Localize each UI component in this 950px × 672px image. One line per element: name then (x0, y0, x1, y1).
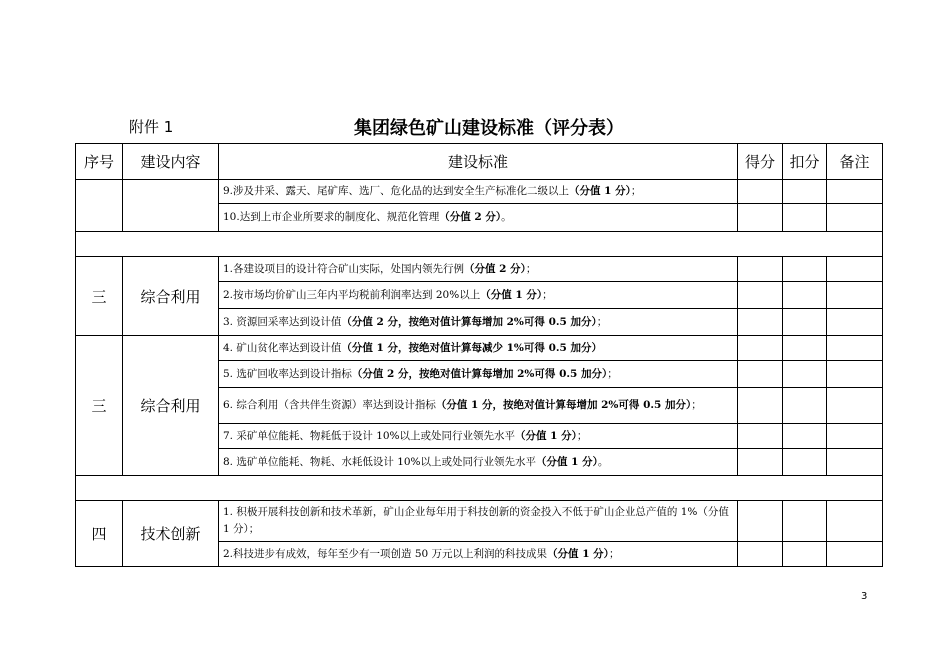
deduct-cell[interactable] (783, 309, 827, 336)
remark-cell[interactable] (827, 424, 883, 449)
table-row (76, 501, 883, 542)
standard-cell: 2.科技进步有成效，每年至少有一项创造 50 万元以上利润的科技成果（分值 1 分）； (219, 542, 738, 567)
standard-cell: 5. 选矿回收率达到设计指标（分值 2 分，按绝对值计算每增加 2%可得 0.5 加分）； (219, 361, 738, 388)
standard-cell: 7. 采矿单位能耗、物耗低于设计 10%以上或处同行业领先水平（分值 1 分）； (219, 424, 738, 449)
standard-cell: 1. 积极开展科技创新和技术革新，矿山企业每年用于科技创新的资金投入不低于矿山企业总产值的 1%（分值 1 分）； (219, 501, 738, 542)
deduct-cell[interactable] (783, 424, 827, 449)
header-score: 得分 (738, 144, 783, 180)
remark-cell[interactable] (827, 336, 883, 361)
section-number: 三 (76, 257, 123, 336)
row-content-cell (123, 180, 219, 232)
row-number-cell (76, 180, 123, 232)
score-cell[interactable] (738, 257, 783, 282)
header-standard: 建设标准 (219, 144, 738, 180)
standard-cell: 9.涉及井采、露天、尾矿库、选厂、危化品的达到安全生产标准化二级以上（分值 1 分）； (219, 180, 738, 204)
table-row (76, 180, 883, 204)
standard-cell: 3. 资源回采率达到设计值（分值 2 分，按绝对值计算每增加 2%可得 0.5 加分）； (219, 309, 738, 336)
score-table (75, 143, 883, 567)
remark-cell[interactable] (827, 542, 883, 567)
score-cell[interactable] (738, 449, 783, 476)
deduct-cell[interactable] (783, 361, 827, 388)
header-deduct: 扣分 (783, 144, 827, 180)
page-title: 集团绿色矿山建设标准（评分表） (354, 118, 624, 139)
attachment-label: 附件 1 (129, 118, 174, 136)
deduct-cell[interactable] (783, 257, 827, 282)
section-number: 四 (76, 501, 123, 567)
standard-cell: 10.达到上市企业所要求的制度化、规范化管理（分值 2 分）。 (219, 204, 738, 232)
deduct-cell[interactable] (783, 282, 827, 309)
remark-cell[interactable] (827, 309, 883, 336)
header-remark: 备注 (827, 144, 883, 180)
remark-cell[interactable] (827, 204, 883, 232)
remark-cell[interactable] (827, 361, 883, 388)
standard-cell: 1.各建设项目的设计符合矿山实际，处国内领先行例（分值 2 分）； (219, 257, 738, 282)
deduct-cell[interactable] (783, 336, 827, 361)
score-cell[interactable] (738, 180, 783, 204)
remark-cell[interactable] (827, 282, 883, 309)
score-cell[interactable] (738, 282, 783, 309)
page-number: 3 (861, 591, 868, 602)
remark-cell[interactable] (827, 501, 883, 542)
deduct-cell[interactable] (783, 388, 827, 424)
header-content: 建设内容 (123, 144, 219, 180)
section-content: 综合利用 (123, 257, 219, 336)
spacer-row (76, 232, 883, 257)
standard-cell: 4. 矿山贫化率达到设计值（分值 1 分，按绝对值计算每减少 1%可得 0.5 加分） (219, 336, 738, 361)
score-cell[interactable] (738, 501, 783, 542)
table-header-row (76, 144, 883, 180)
score-cell[interactable] (738, 361, 783, 388)
section-content: 综合利用 (123, 336, 219, 476)
table-row (76, 336, 883, 361)
section-number: 三 (76, 336, 123, 476)
remark-cell[interactable] (827, 388, 883, 424)
header-no: 序号 (76, 144, 123, 180)
standard-cell: 6. 综合利用（含共伴生资源）率达到设计指标（分值 1 分，按绝对值计算每增加 2%可得 0.5 加分）； (219, 388, 738, 424)
standard-cell: 8. 选矿单位能耗、物耗、水耗低设计 10%以上或处同行业领先水平（分值 1 分）。 (219, 449, 738, 476)
deduct-cell[interactable] (783, 501, 827, 542)
deduct-cell[interactable] (783, 204, 827, 232)
score-cell[interactable] (738, 388, 783, 424)
deduct-cell[interactable] (783, 449, 827, 476)
remark-cell[interactable] (827, 449, 883, 476)
standard-cell: 2.按市场均价矿山三年内平均税前利润率达到 20%以上（分值 1 分）； (219, 282, 738, 309)
score-cell[interactable] (738, 336, 783, 361)
score-cell[interactable] (738, 542, 783, 567)
deduct-cell[interactable] (783, 180, 827, 204)
table-row (76, 257, 883, 282)
remark-cell[interactable] (827, 257, 883, 282)
remark-cell[interactable] (827, 180, 883, 204)
section-content: 技术创新 (123, 501, 219, 567)
score-cell[interactable] (738, 424, 783, 449)
deduct-cell[interactable] (783, 542, 827, 567)
spacer-row (76, 476, 883, 501)
score-cell[interactable] (738, 309, 783, 336)
score-cell[interactable] (738, 204, 783, 232)
